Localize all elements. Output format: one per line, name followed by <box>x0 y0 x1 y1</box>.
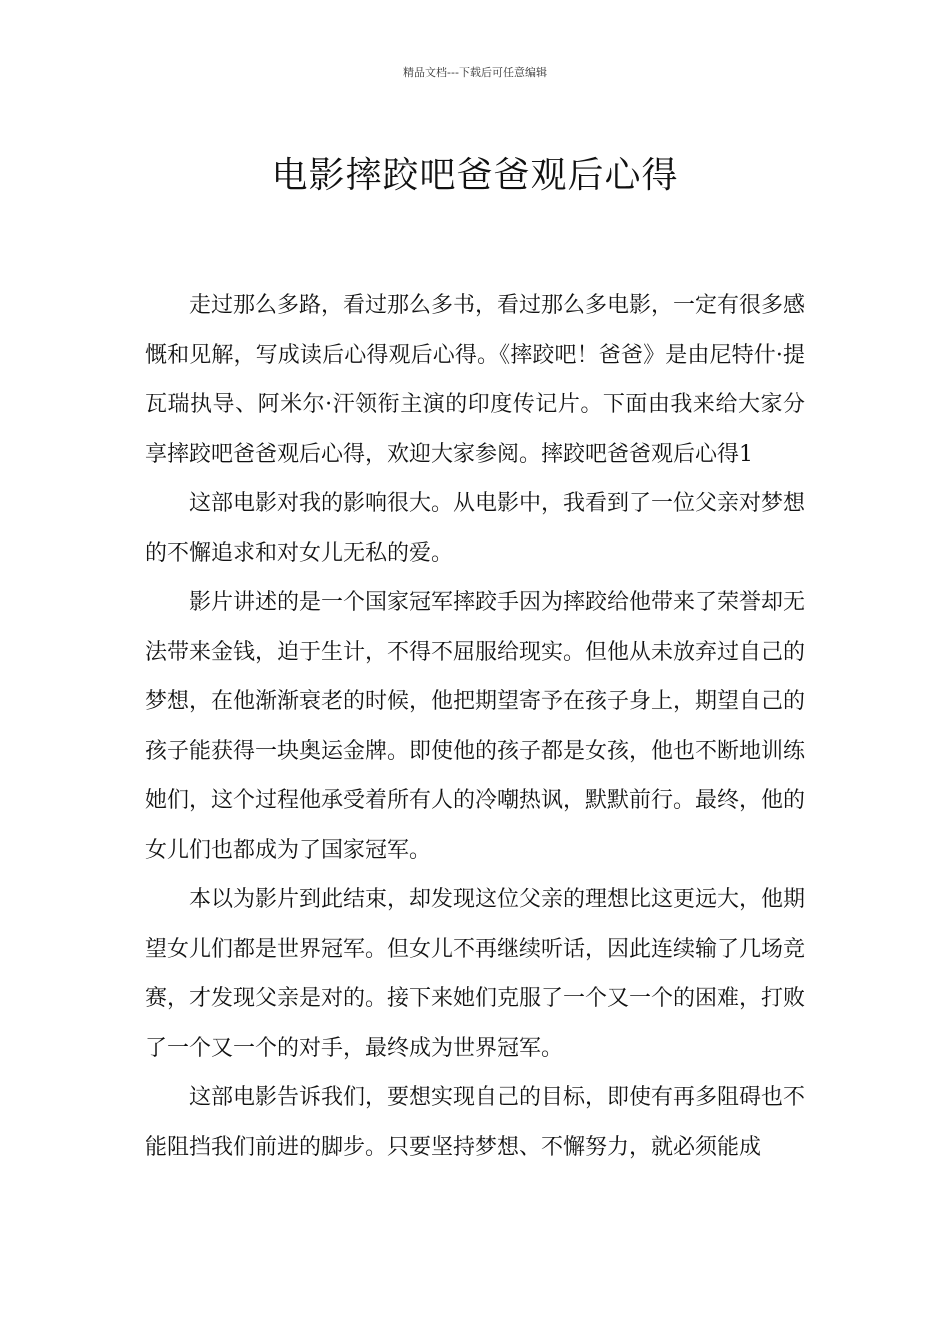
paragraph: 影片讲述的是一个国家冠军摔跤手因为摔跤给他带来了荣誉却无法带来金钱，迫于生计，不得不屈服给现实。但他从未放弃过自己的梦想，在他渐渐衰老的时候，他把期望寄予在孩子身上，期望自己的孩子能获得一块奥运金牌。即使他的孩子都是女孩，他也不断地训练她们，这个过程他承受着所有人的冷嘲热讽，默默前行。最终，他的女儿们也都成为了国家冠军。 <box>145 590 806 863</box>
paragraph: 这部电影告诉我们，要想实现自己的目标，即使有再多阻碍也不能阻挡我们前进的脚步。只要坚持梦想、不懈努力，就必须能成 <box>145 1085 806 1160</box>
paragraph: 本以为影片到此结束，却发现这位父亲的理想比这更远大，他期望女儿们都是世界冠军。但女儿不再继续听话，因此连续输了几场竞赛，才发现父亲是对的。接下来她们克服了一个又一个的困难，打败了一个又一个的对手，最终成为世界冠军。 <box>145 887 806 1061</box>
document-title: 电影摔跤吧爸爸观后心得 <box>271 155 679 197</box>
paragraph: 这部电影对我的影响很大。从电影中，我看到了一位父亲对梦想的不懈追求和对女儿无私的爱。 <box>145 491 806 566</box>
page-header: 精品文档---下载后可任意编辑 <box>403 66 547 79</box>
document-body <box>145 281 805 1172</box>
paragraph: 走过那么多路，看过那么多书，看过那么多电影，一定有很多感慨和见解，写成读后心得观后心得。《摔跤吧！爸爸》是由尼特什·提瓦瑞执导、阿米尔·汗领衔主演的印度传记片。下面由我来给大家分享摔跤吧爸爸观后心得，欢迎大家参阅。摔跤吧爸爸观后心得1 <box>145 293 806 467</box>
